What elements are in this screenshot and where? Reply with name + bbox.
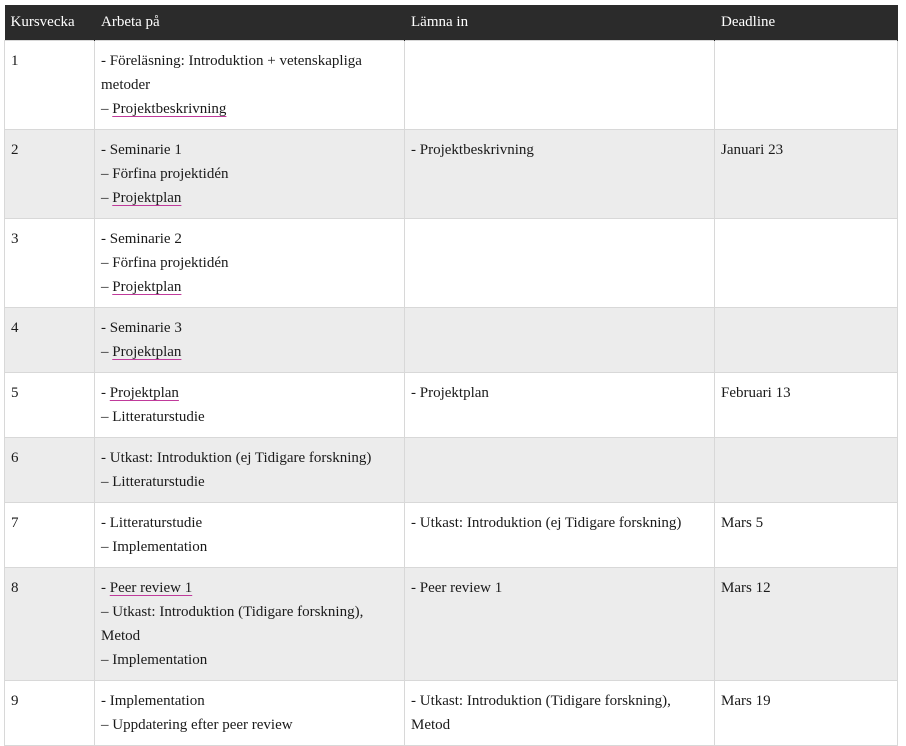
deadline-cell: Januari 23 (715, 130, 898, 219)
table-row (5, 503, 898, 568)
submit-cell (405, 568, 715, 681)
submit-cell (405, 41, 715, 130)
work-item-bullet: - (101, 580, 110, 596)
work-item (101, 405, 398, 429)
work-item (101, 381, 398, 405)
work-item (101, 446, 398, 470)
work-item-bullet: – (101, 166, 113, 182)
submit-item-bullet: - (411, 142, 420, 158)
table-row (5, 308, 898, 373)
deadline-cell (715, 438, 898, 503)
work-item-bullet: - (101, 450, 110, 466)
submit-cell (405, 130, 715, 219)
work-item (101, 470, 398, 494)
week-cell: 2 (5, 130, 95, 219)
deadline-cell: Februari 13 (715, 373, 898, 438)
work-item-bullet: - (101, 515, 110, 531)
work-item-text: Förfina projektidén (112, 255, 229, 271)
work-item-bullet: - (101, 53, 110, 69)
table-row (5, 681, 898, 746)
work-item (101, 340, 398, 364)
work-item-bullet: – (101, 409, 113, 425)
work-item (101, 511, 398, 535)
header-row (5, 5, 898, 41)
work-item (101, 186, 398, 210)
work-cell (95, 219, 405, 308)
work-item-text: Seminarie 2 (109, 231, 182, 247)
submit-item-text: Peer review 1 (419, 580, 503, 596)
table-row (5, 438, 898, 503)
submit-item-text: Projektbeskrivning (419, 142, 534, 158)
submit-item-text: Utkast: Introduktion (Tidigare forskning), Metod (411, 693, 671, 733)
submit-cell (405, 373, 715, 438)
deadline-cell (715, 219, 898, 308)
week-cell: 6 (5, 438, 95, 503)
submit-cell (405, 438, 715, 503)
work-item-bullet: – (101, 255, 113, 271)
deadline-cell: Mars 19 (715, 681, 898, 746)
work-cell (95, 373, 405, 438)
work-cell (95, 130, 405, 219)
work-item (101, 648, 398, 672)
work-cell (95, 308, 405, 373)
week-cell: 4 (5, 308, 95, 373)
work-item-text: Uppdatering efter peer review (112, 717, 293, 733)
schedule-table (4, 5, 898, 746)
week-cell: 9 (5, 681, 95, 746)
work-item-text: Implementation (112, 539, 208, 555)
work-item-bullet: – (101, 279, 113, 295)
submit-item-bullet: - (411, 385, 420, 401)
work-item-link[interactable]: Projektplan (112, 344, 182, 360)
table-header (5, 5, 898, 41)
work-item-bullet: - (101, 385, 110, 401)
work-item-bullet: – (101, 474, 113, 490)
submit-cell (405, 503, 715, 568)
work-item (101, 316, 398, 340)
work-item (101, 251, 398, 275)
deadline-cell: Mars 5 (715, 503, 898, 568)
submit-item-bullet: - (411, 580, 420, 596)
week-cell: 3 (5, 219, 95, 308)
work-item-bullet: - (101, 693, 110, 709)
work-item-bullet: - (101, 320, 110, 336)
work-item (101, 275, 398, 299)
deadline-cell (715, 41, 898, 130)
work-item-link[interactable]: Peer review 1 (109, 580, 193, 596)
work-item-text: Implementation (112, 652, 208, 668)
work-item-text: Utkast: Introduktion (Tidigare forskning), Metod (101, 604, 364, 644)
submit-item (411, 381, 708, 405)
work-item-bullet: - (101, 231, 110, 247)
work-item-text: Utkast: Introduktion (ej Tidigare forskning) (109, 450, 372, 466)
submit-cell (405, 308, 715, 373)
deadline-cell (715, 308, 898, 373)
work-item (101, 576, 398, 600)
work-item-text: Föreläsning: Introduktion + vetenskapliga metoder (101, 53, 362, 93)
schedule-table-container (4, 5, 897, 746)
deadline-cell: Mars 12 (715, 568, 898, 681)
work-item (101, 600, 398, 648)
submit-item-text: Utkast: Introduktion (ej Tidigare forskning) (419, 515, 682, 531)
work-item-bullet: – (101, 652, 113, 668)
work-cell (95, 503, 405, 568)
work-item-link[interactable]: Projektplan (112, 279, 182, 295)
header-lamna-in: Lämna in (405, 5, 715, 41)
table-body (5, 41, 898, 746)
work-cell (95, 438, 405, 503)
week-cell: 5 (5, 373, 95, 438)
submit-item-text: Projektplan (419, 385, 489, 401)
work-cell (95, 681, 405, 746)
work-item-bullet: - (101, 142, 110, 158)
submit-cell (405, 219, 715, 308)
work-item-link[interactable]: Projektplan (112, 190, 182, 206)
work-item-bullet: – (101, 539, 113, 555)
work-item-link[interactable]: Projektplan (109, 385, 179, 401)
week-cell: 8 (5, 568, 95, 681)
week-cell: 7 (5, 503, 95, 568)
work-item (101, 227, 398, 251)
work-item-text: Förfina projektidén (112, 166, 229, 182)
work-cell (95, 41, 405, 130)
work-item (101, 49, 398, 97)
submit-item (411, 138, 708, 162)
submit-cell (405, 681, 715, 746)
header-deadline: Deadline (715, 5, 898, 41)
work-item-link[interactable]: Projektbeskrivning (112, 101, 227, 117)
work-item (101, 689, 398, 713)
submit-item (411, 689, 708, 737)
work-item-bullet: – (101, 190, 113, 206)
work-item-text: Litteraturstudie (112, 409, 205, 425)
work-item-text: Litteraturstudie (109, 515, 203, 531)
submit-item (411, 511, 708, 535)
work-item-text: Seminarie 3 (109, 320, 182, 336)
week-cell: 1 (5, 41, 95, 130)
work-item-text: Implementation (109, 693, 205, 709)
table-row (5, 130, 898, 219)
work-item-bullet: – (101, 101, 113, 117)
work-item (101, 138, 398, 162)
header-kursvecka: Kursvecka (5, 5, 95, 41)
submit-item-bullet: - (411, 693, 420, 709)
work-item-bullet: – (101, 717, 113, 733)
table-row (5, 41, 898, 130)
work-item-bullet: – (101, 604, 113, 620)
work-item (101, 713, 398, 737)
work-item-text: Seminarie 1 (109, 142, 182, 158)
table-row (5, 568, 898, 681)
table-row (5, 219, 898, 308)
work-item (101, 535, 398, 559)
header-arbeta-pa: Arbeta på (95, 5, 405, 41)
work-item-text: Litteraturstudie (112, 474, 205, 490)
work-item-bullet: – (101, 344, 113, 360)
table-row (5, 373, 898, 438)
submit-item (411, 576, 708, 600)
work-cell (95, 568, 405, 681)
work-item (101, 97, 398, 121)
submit-item-bullet: - (411, 515, 420, 531)
work-item (101, 162, 398, 186)
